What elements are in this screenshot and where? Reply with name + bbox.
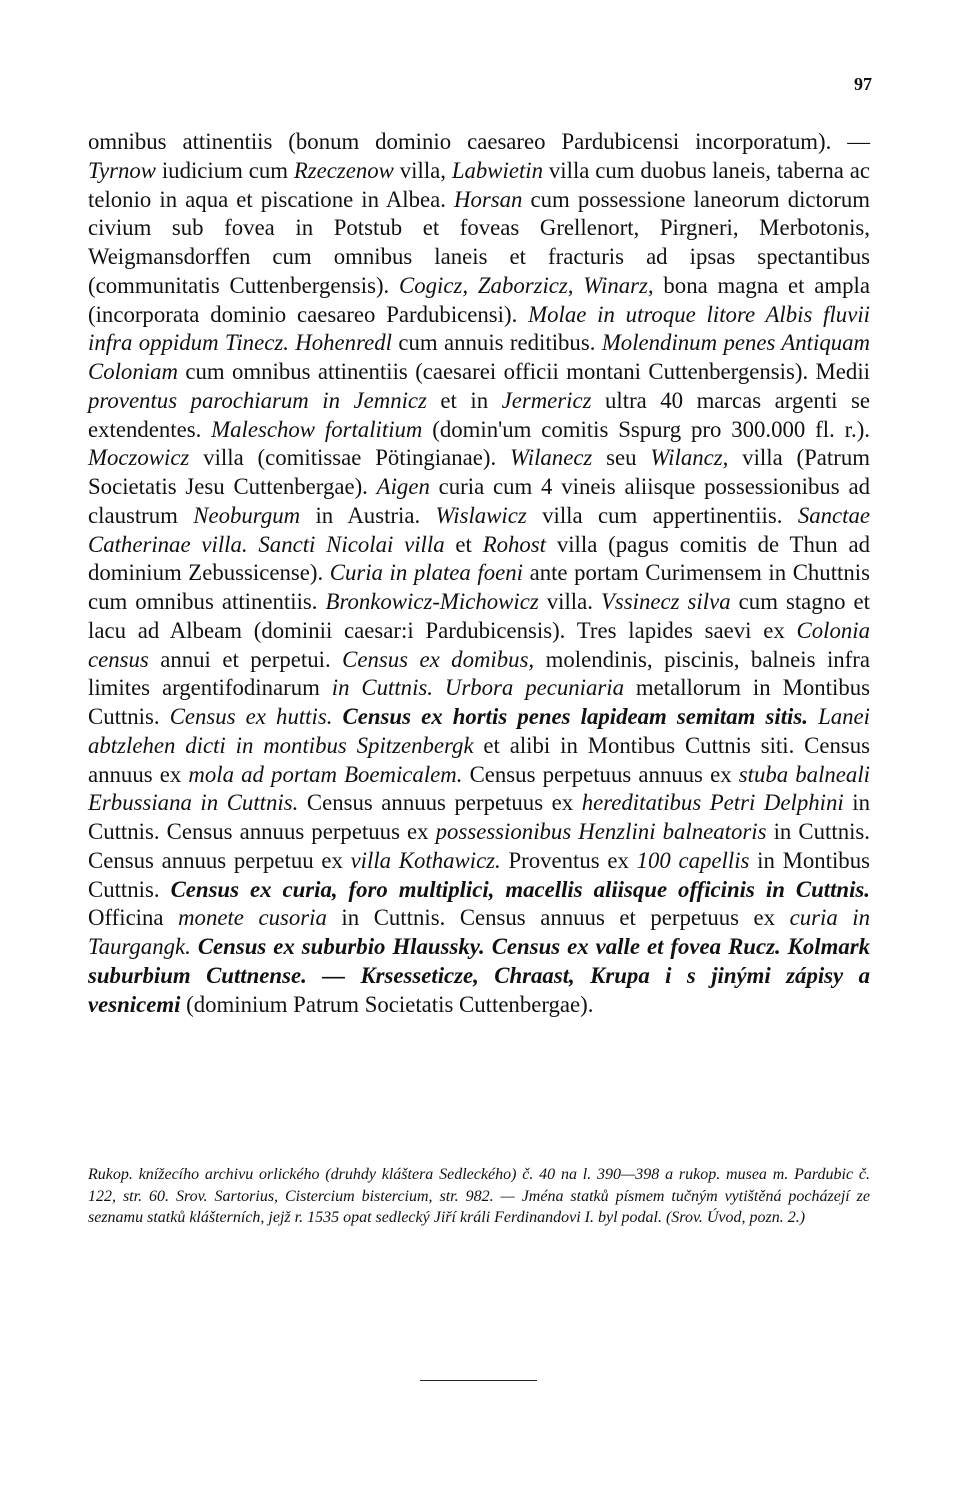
text-run: Vssinecz silva [601, 589, 731, 614]
text-run: omnibus attinentiis (bonum dominio caesareo Pardubicensi incorporatum). — [88, 129, 870, 154]
text-run: Rzeczenow [293, 157, 394, 183]
text-run: molendinis, piscinis, balneis infra limites argentifodinarum [88, 646, 870, 701]
text-run: cum omnibus attinentiis (caesarei officii montani Cuttenbergensis). Medii [177, 359, 870, 384]
text-run: Wislawicz [435, 502, 527, 528]
text-run [191, 934, 198, 959]
text-run: villa. [538, 589, 601, 614]
text-run: Maleschow fortalitium [211, 416, 423, 442]
text-run: Aigen [376, 474, 430, 499]
text-run: (domin'um comitis Sspurg pro 300.000 fl. r.). [422, 416, 870, 442]
text-run [332, 704, 342, 729]
text-run: stuba balneali Erbussiana in Cuttnis. [88, 761, 870, 816]
text-run: et [444, 531, 483, 557]
text-run: iudicium cum [155, 157, 294, 183]
text-run: villa cum appertinentiis. [526, 502, 798, 528]
text-run: Bronkowicz-Michowicz [325, 589, 539, 614]
text-run: Curia in platea foeni [329, 560, 523, 586]
text-run: in Montibus Cuttnis. [88, 847, 870, 902]
text-run: Moczowicz [88, 445, 190, 471]
text-run: villa cum duobus laneis, taberna ac telonio in aqua et piscatione in Albea. [88, 157, 870, 212]
text-run: Neoburgum [193, 502, 301, 528]
text-run: villa Kothawicz. [350, 847, 501, 873]
text-run: annui et perpetui. [148, 646, 343, 672]
text-run: curia cum 4 vineis aliisque possessionibus ad claustrum [88, 474, 870, 528]
text-run: in Austria. [300, 502, 436, 528]
footnote: Rukop. knížecího archivu orlického (druhdy kláštera Sedleckého) č. 40 na l. 390—398 a rukop. musea m. Pardubic č. 122, str. 60. Srov. Sartorius, Cistercium bistercium, str. 982. — Jména statků písmem tučným vytištěná pocházejí ze seznamu statků klášterních, jejž r. 1535 opat sedlecký Jiří králi Ferdinandovi I. byl podal. (Srov. Úvod, pozn. 2.) [88, 1166, 870, 1227]
text-run: Molendinum penes Antiquam Coloniam [88, 330, 870, 384]
text-run: Census ex curia, foro multiplici, macellis aliisque officinis in Cuttnis. [170, 876, 870, 902]
text-run: metallorum in Montibus Cuttnis. [88, 675, 870, 729]
text-run: monete cusoria [178, 905, 327, 931]
text-run: ante portam Curimensem in Chuttnis cum omnibus attinentiis. [88, 560, 870, 614]
text-run: Rohost [482, 531, 547, 557]
text-run: Proventus ex [500, 847, 637, 873]
text-run: villa, [393, 157, 452, 183]
page-number: 97 [854, 74, 872, 94]
text-run: possessionibus Henzlini balneatoris [435, 819, 767, 844]
text-run: 100 capellis [636, 847, 750, 873]
text-run: curia in Taurgangk. [88, 905, 870, 959]
text-run: et in [426, 387, 502, 413]
text-run: Census perpetuus annuus ex [462, 761, 739, 787]
text-run: in Cuttnis. Census annuus perpetuus ex [88, 790, 870, 844]
main-text [88, 128, 870, 1019]
text-run: Wilanecz [510, 445, 593, 471]
text-run [808, 704, 818, 729]
text-run: Officina [88, 905, 179, 931]
text-run: Tyrnow [88, 157, 156, 183]
text-run: seu [592, 445, 651, 471]
text-run: villa (Patrum Societatis Jesu Cuttenbergae). [88, 445, 870, 499]
text-run: ultra 40 marcas argenti se extendentes. [88, 387, 870, 442]
text-run: Census ex hortis penes lapideam semitam sitis. [342, 704, 808, 729]
text-run: Colonia census [88, 617, 870, 672]
text-run: Horsan [454, 186, 523, 212]
text-run: et alibi in Montibus Cuttnis siti. Census annuus ex [88, 732, 870, 787]
text-run: hereditatibus Petri Delphini [581, 790, 844, 816]
text-run: proventus parochiarum in Jemnicz [88, 387, 427, 413]
text-run: villa (pagus comitis de Thun ad dominium Zebussicense). [88, 531, 870, 586]
text-run: Census ex suburbio Hlaussky. Census ex valle et fovea Rucz. Kolmark suburbium Cuttnense. — Krsesseticze, Chraast, Krupa i s jinými zápisy a vesnicemi [88, 934, 870, 1017]
text-run: Census ex huttis. [169, 704, 333, 729]
text-run: cum possessione laneorum dictorum civium sub fovea in Potstub et foveas Grellenort, Pirgneri, Merbotonis, Weigmansdorffen cum omnibus laneis et fracturis ad ipsas spectantibus (communitatis Cuttenbergensis). [88, 186, 870, 298]
text-run: in Cuttnis. Census annuus perpetuu ex [88, 819, 870, 873]
text-run: cum stagno et lacu ad Albeam (dominii caesar:i Pardubicensis). Tres lapides saevi ex [88, 589, 870, 643]
text-run: bona magna et ampla (incorporata dominio caesareo Pardubicensi). [88, 272, 870, 327]
text-run: mola ad portam Boemicalem. [188, 761, 463, 787]
bottom-divider [420, 1380, 537, 1381]
text-run: Census ex domibus, [342, 646, 535, 672]
text-run: Lanei abtzlehen dicti in montibus Spitzenbergk [88, 704, 871, 758]
text-run: cum annuis reditibus. [391, 330, 602, 356]
text-run: in Cuttnis. Urbora pecuniaria [331, 675, 624, 701]
text-run: Sanctae Catherinae villa. Sancti Nicolai villa [88, 502, 870, 557]
text-run: Molae in utroque litore Albis fluvii infra oppidum Tinecz. Hohenredl [88, 301, 870, 356]
text-run: Census annuus perpetuus ex [298, 790, 582, 816]
text-run: Wilancz, [650, 445, 729, 471]
text-run: in Cuttnis. Census annuus et perpetuus ex [326, 905, 790, 931]
text-run: (dominium Patrum Societatis Cuttenbergae). [180, 991, 594, 1017]
text-run: Labwietin [451, 157, 544, 183]
text-run: villa (comitissae Pötingianae). [189, 445, 510, 471]
text-run: Jermericz [501, 387, 592, 413]
text-run: Cogicz, Zaborzicz, Winarz, [399, 272, 654, 298]
